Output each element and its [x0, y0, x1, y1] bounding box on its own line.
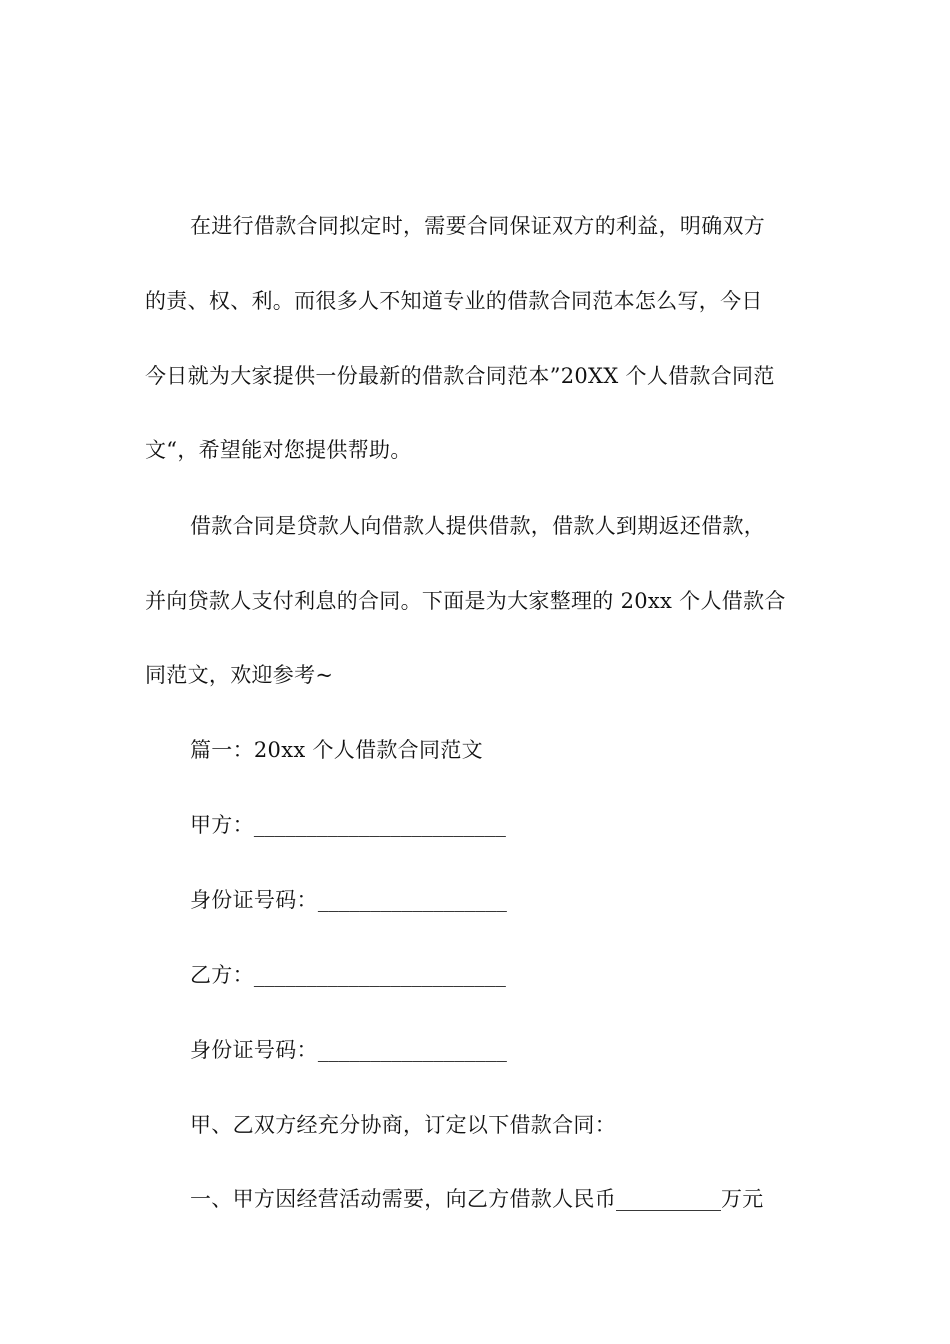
clause-1-text: 一、甲方因经营活动需要，向乙方借款人民币 [190, 1187, 616, 1211]
id-a-label: 身份证号码： [190, 888, 318, 912]
paragraph1-line1: 在进行借款合同拟定时，需要合同保证双方的利益，明确双方 [190, 214, 766, 238]
id-b-blank: __________________ [317, 1038, 507, 1062]
agreement-intro: 甲、乙双方经充分协商，订定以下借款合同： [190, 1113, 616, 1137]
party-b-field [190, 961, 506, 989]
party-b-blank: ________________________ [253, 963, 506, 987]
clause-1-unit: 万元 [721, 1187, 764, 1211]
paragraph2-line2: 并向贷款人支付利息的合同。下面是为大家整理的 20xx 个人借款合 [145, 589, 786, 613]
paragraph2-line1: 借款合同是贷款人向借款人提供借款，借款人到期返还借款， [190, 514, 766, 538]
id-a-blank: __________________ [317, 888, 507, 912]
id-b-label: 身份证号码： [190, 1038, 318, 1062]
id-b-field [190, 1036, 507, 1064]
clause-1 [190, 1185, 764, 1213]
id-a-field [190, 886, 507, 914]
party-a-field [190, 811, 506, 839]
clause-1-blank: __________ [616, 1187, 721, 1211]
party-b-label: 乙方： [190, 963, 254, 987]
paragraph1-line3: 今日就为大家提供一份最新的借款合同范本”20XX 个人借款合同范 [145, 364, 775, 388]
paragraph2-line3: 同范文，欢迎参考~ [145, 663, 334, 687]
party-a-label: 甲方： [190, 813, 254, 837]
paragraph1-line2: 的责、权、利。而很多人不知道专业的借款合同范本怎么写，今日 [145, 289, 763, 313]
section-title: 篇一：20xx 个人借款合同范文 [190, 738, 483, 762]
paragraph1-line4: 文“，希望能对您提供帮助。 [145, 438, 412, 462]
party-a-blank: ________________________ [253, 813, 506, 837]
